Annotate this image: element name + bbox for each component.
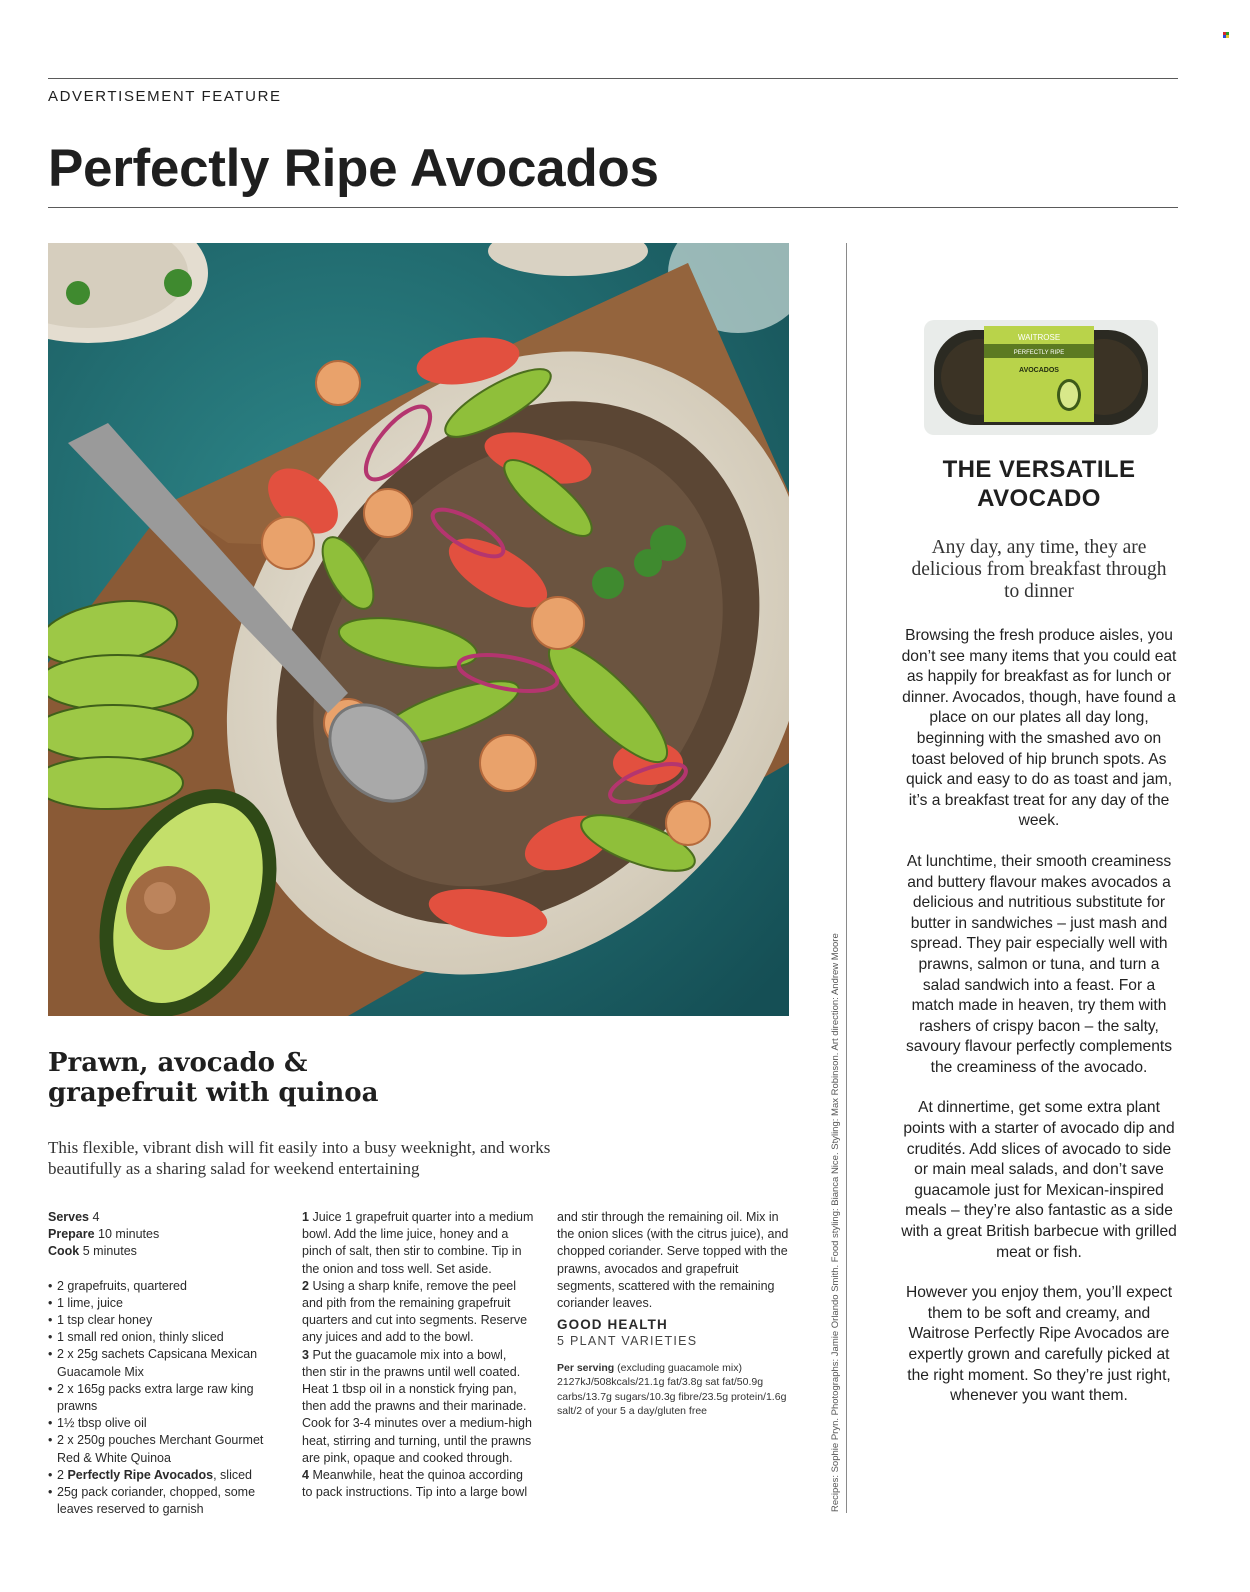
recipe-title	[48, 1048, 648, 1108]
sidebar-heading-line-2: AVOCADO	[977, 485, 1101, 512]
photo-credits: Recipes: Sophie Pryn. Photographs: Jamie Orlando Smith. Food styling: Bianca Nice. Styling: Max Robinson. Art direction: Andrew Moore	[830, 933, 841, 1512]
pack-product: AVOCADOS	[1019, 367, 1059, 374]
method-step: 2 Using a sharp knife, remove the peel and pith from the remaining grapefruit quarters and cut into segments. Reserve any juices and add to the bowl.	[302, 1278, 528, 1345]
method-step: 1 Juice 1 grapefruit quarter into a medium bowl. Add the lime juice, honey and a pinch of salt, then stir to combine. Tip in the onion and toss well. Set aside.	[302, 1210, 534, 1276]
ingredient-item: • 2 x 250g pouches Merchant Gourmet Red & White Quinoa	[48, 1432, 276, 1466]
sidebar-subheading: Any day, any time, they are delicious from breakfast through to dinner	[911, 537, 1167, 602]
sidebar-heading	[904, 455, 1174, 513]
method-step: 4 Meanwhile, heat the quinoa according to pack instructions. Tip into a large bowl	[302, 1468, 528, 1500]
method-step: 3 Put the guacamole mix into a bowl, then stir in the prawns until well coated. Heat 1 tbsp oil in a nonstick frying pan, then add the prawns and their marinade. Cook for 3-4 minutes over a medium-high heat, stirring and turning, until the prawns are pink, opaque and cooked through.	[302, 1347, 532, 1465]
pack-line: PERFECTLY RIPE	[1013, 350, 1065, 356]
top-rule	[48, 78, 1178, 79]
ingredient-item: • 1½ tbsp olive oil	[48, 1415, 276, 1432]
recipe-intro: This flexible, vibrant dish will fit easily into a busy weeknight, and works beautifully as a sharing salad for weekend entertaining	[48, 1138, 551, 1178]
sidebar-paragraph: Browsing the fresh produce aisles, you don’t see many items that you could eat as happily for breakfast as for lunch or dinner. Avocados, though, have found a place on our plates all day long, beginning with the smashed avo on toast beloved of hip brunch spots. As quick and easy to do as toast and jam, it’s a breakfast treat for any day of the week.	[901, 627, 1177, 830]
salad-photo	[48, 243, 789, 1016]
method-continued-column	[557, 1209, 789, 1419]
avocado-pack-image	[924, 320, 1158, 435]
page-title: Perfectly Ripe Avocados	[48, 139, 659, 198]
ingredient-item: • 2 x 165g packs extra large raw king prawns	[48, 1381, 276, 1415]
ingredient-item: • 1 small red onion, thinly sliced	[48, 1329, 276, 1346]
ingredient-list	[48, 1278, 276, 1519]
ingredient-item: • 1 tsp clear honey	[48, 1312, 276, 1329]
sidebar-paragraph: However you enjoy them, you’ll expect them to be soft and creamy, and Waitrose Perfectly Ripe Avocados are expertly grown and carefully picked at the right moment. So they’re just right, whenever you want them.	[905, 1284, 1173, 1405]
ingredient-item: • 25g pack coriander, chopped, some leaves reserved to garnish	[48, 1484, 276, 1518]
prepare-row: Prepare 10 minutes	[48, 1227, 160, 1242]
serves-row: Serves 4	[48, 1210, 100, 1224]
recipe-title-line-2: grapefruit with quinoa	[48, 1078, 379, 1108]
color-registration-icon	[1223, 32, 1229, 38]
sidebar-body	[901, 626, 1177, 1427]
pack-brand: WAITROSE	[1017, 333, 1061, 342]
good-health-title: GOOD HEALTH	[557, 1317, 668, 1333]
ingredient-item: • 2 x 25g sachets Capsicana Mexican Guacamole Mix	[48, 1346, 276, 1380]
method-step-continued: and stir through the remaining oil. Mix in the onion slices (with the citrus juice), and chopped coriander. Serve topped with the prawns, avocados and grapefruit segments, scattered with the remaining coriander leaves.	[557, 1210, 789, 1311]
recipe-title-line-1: Prawn, avocado &	[48, 1048, 308, 1078]
good-health-subtitle: 5 PLANT VARIETIES	[557, 1334, 698, 1349]
ingredient-item: • 1 lime, juice	[48, 1295, 276, 1312]
method-column	[302, 1209, 534, 1501]
nutrition-info: Per serving (excluding guacamole mix) 2127kJ/508kcals/21.1g fat/3.8g sat fat/50.9g carbs/13.7g sugars/10.3g fibre/23.5g protein/1.6g salt/2 of your 5 a day/gluten free	[557, 1361, 787, 1418]
ingredients-column	[48, 1209, 276, 1518]
sidebar-heading-line-1: THE VERSATILE	[942, 456, 1136, 483]
advertisement-label: ADVERTISEMENT FEATURE	[48, 88, 282, 105]
ingredient-item: • 2 grapefruits, quartered	[48, 1278, 276, 1295]
ingredient-item: • 2 Perfectly Ripe Avocados, sliced	[48, 1467, 276, 1484]
title-rule	[48, 207, 1178, 208]
cook-row: Cook 5 minutes	[48, 1244, 137, 1259]
sidebar-paragraph: At lunchtime, their smooth creaminess and buttery flavour makes avocados a delicious and nutritious substitute for butter in sandwiches – just mash and spread. They pair especially well with prawns, salmon or tuna, and turn a salad sandwich into a feast. For a match made in heaven, try them with rashers of crispy bacon – the salty, savoury flavour perfectly complements the creaminess of the avocado.	[905, 852, 1173, 1076]
sidebar-paragraph: At dinnertime, get some extra plant points with a starter of avocado dip and crudités. Add slices of avocado to side or main meal salads, and don’t save guacamole just for Mexican-inspired meals – they’re also fantastic as a side with a great British barbecue with grilled meat or fish.	[901, 1099, 1177, 1261]
column-divider	[846, 243, 847, 1513]
